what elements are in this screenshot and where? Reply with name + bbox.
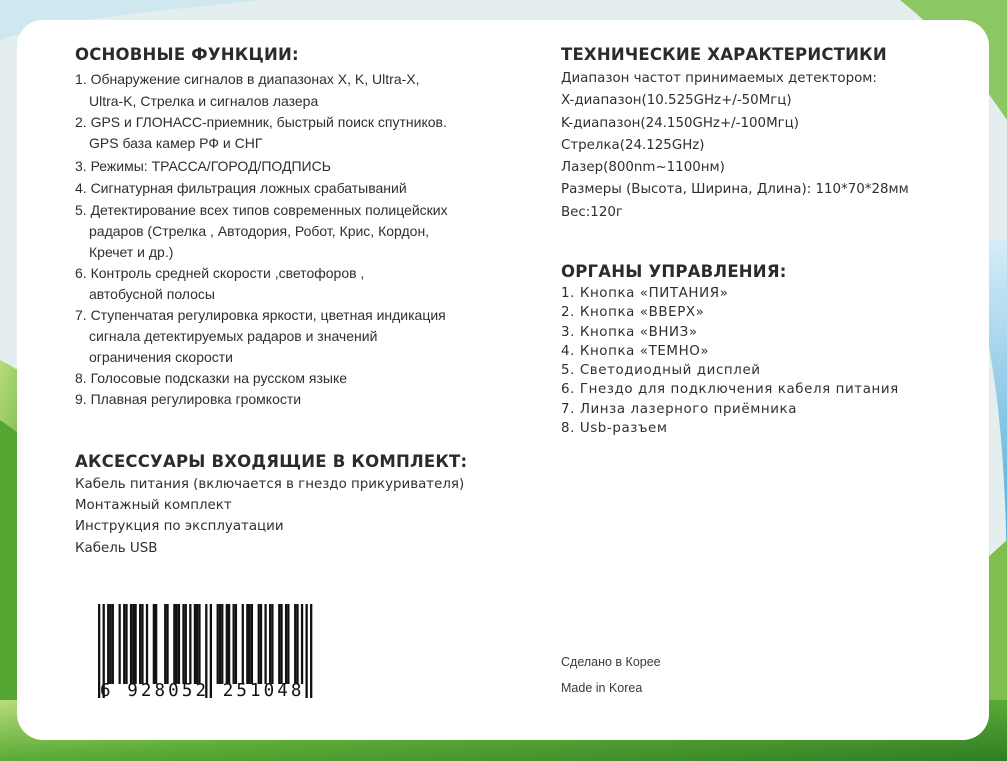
barcode-bar [248,604,250,684]
barcode-bar [198,604,200,684]
specs-line: Диапазон частот принимаемых детектором: [561,71,877,86]
barcode-bar [119,604,121,684]
barcode-bar [109,604,111,684]
made-in-en: Made in Korea [561,681,643,695]
barcode-bar [139,604,141,684]
accessories-line: Кабель питания (включается в гнездо прикуривателя) [75,477,465,492]
main-functions-line: автобусной полосы [89,286,215,302]
controls-heading: ОРГАНЫ УПРАВЛЕНИЯ: [561,262,787,281]
barcode-bar [271,604,273,684]
barcode-bar [166,604,168,684]
barcode-bar [246,604,248,684]
controls-line: 5. Светодиодный дисплей [561,363,761,378]
main-functions-line: 7. Ступенчатая регулировка яркости, цветная индикация [75,307,446,323]
barcode-bar [164,604,166,684]
barcode-bar [233,604,235,684]
barcode-bar [287,604,289,684]
barcode-bar [235,604,237,684]
barcode-bar [296,604,298,684]
main-functions-line: 6. Контроль средней скорости ,светофоров , [75,265,365,281]
accessories-line: Монтажный комплект [75,498,232,513]
barcode-bar [226,604,228,684]
barcode-bar [178,604,180,684]
specs-heading: ТЕХНИЧЕСКИЕ ХАРАКТЕРИСТИКИ [561,45,887,64]
barcode-bar [305,604,307,698]
barcode-bar [146,604,148,684]
accessories-line: Кабель USB [75,541,158,556]
made-in-ru: Сделано в Корее [561,655,661,669]
main-functions-heading: ОСНОВНЫЕ ФУНКЦИИ: [75,45,299,64]
barcode-bar [310,604,312,698]
main-functions-line: 5. Детектирование всех типов современных полицейских [75,202,448,218]
barcode-bar [123,604,125,684]
main-functions-line: Кречет и др.) [89,244,174,260]
barcode-bar [258,604,260,684]
specs-line: Вес:120г [561,205,623,220]
accessories-line: Инструкция по эксплуатации [75,519,284,534]
main-functions-line: Ultra-K, Стрелка и сигналов лазера [89,93,319,109]
barcode-bar [189,604,191,684]
barcode-bar [251,604,253,684]
barcode-bar [141,604,143,684]
main-functions-line: 3. Режимы: ТРАССА/ГОРОД/ПОДПИСЬ [75,158,331,174]
barcode-bar [301,604,303,684]
controls-line: 3. Кнопка «ВНИЗ» [561,325,698,340]
barcode-bar [132,604,134,684]
barcode-bar [196,604,198,684]
accessories-heading: АКСЕССУАРЫ ВХОДЯЩИЕ В КОМПЛЕКТ: [75,452,468,471]
barcode-bar [280,604,282,684]
barcode-bar [153,604,155,684]
barcode-bar [278,604,280,684]
main-functions-line: ограничения скорости [89,349,233,365]
main-functions-line: 2. GPS и ГЛОНАСС-приемник, быстрый поиск спутников. [75,114,447,130]
main-functions-line: радаров (Стрелка , Автодория, Робот, Крис, Кордон, [89,223,430,239]
barcode-bar [134,604,136,684]
barcode-bar [264,604,266,684]
main-functions-line: сигнала детектируемых радаров и значений [89,328,378,344]
main-functions-line: 9. Плавная регулировка громкости [75,391,302,407]
barcode-number: 6 928052 251048 [100,681,305,701]
barcode-bar [285,604,287,684]
barcode-bar [294,604,296,684]
barcode-bar [107,604,109,684]
barcode-bar [228,604,230,684]
controls-line: 6. Гнездо для подключения кабеля питания [561,382,899,397]
specs-line: Лазер(800nm~1100нм) [561,160,725,175]
barcode-bar [242,604,244,684]
main-functions-line: 1. Обнаружение сигналов в диапазонах X, K, Ultra-X, [75,71,420,87]
barcode-bar [194,604,196,684]
controls-line: 4. Кнопка «ТЕМНО» [561,344,710,359]
specs-line: X-диапазон(10.525GHz+/-50Мгц) [561,93,792,108]
controls-line: 8. Usb-разъем [561,421,668,436]
barcode-bar [155,604,157,684]
barcode-bar [130,604,132,684]
barcode-bar [182,604,184,684]
specs-line: Размеры (Высота, Ширина, Длина): 110*70*28мм [561,182,909,197]
barcode-bar [125,604,127,684]
barcode-bar [219,604,221,684]
barcode-bar [269,604,271,684]
specs-line: Стрелка(24.125GHz) [561,138,705,153]
main-functions-line: 4. Сигнатурная фильтрация ложных срабатываний [75,180,407,196]
barcode-bar [112,604,114,684]
controls-line: 7. Линза лазерного приёмника [561,402,798,417]
controls-line: 2. Кнопка «ВВЕРХ» [561,305,705,320]
barcode-bar [260,604,262,684]
barcode-bar [217,604,219,684]
barcode-bar [176,604,178,684]
barcode-bar [173,604,175,684]
barcode-bar [221,604,223,684]
main-functions-line: 8. Голосовые подсказки на русском языке [75,370,348,386]
specs-line: K-диапазон(24.150GHz+/-100Мгц) [561,116,800,131]
barcode-bar [185,604,187,684]
main-functions-line: GPS база камер РФ и СНГ [89,135,263,151]
controls-line: 1. Кнопка «ПИТАНИЯ» [561,286,729,301]
